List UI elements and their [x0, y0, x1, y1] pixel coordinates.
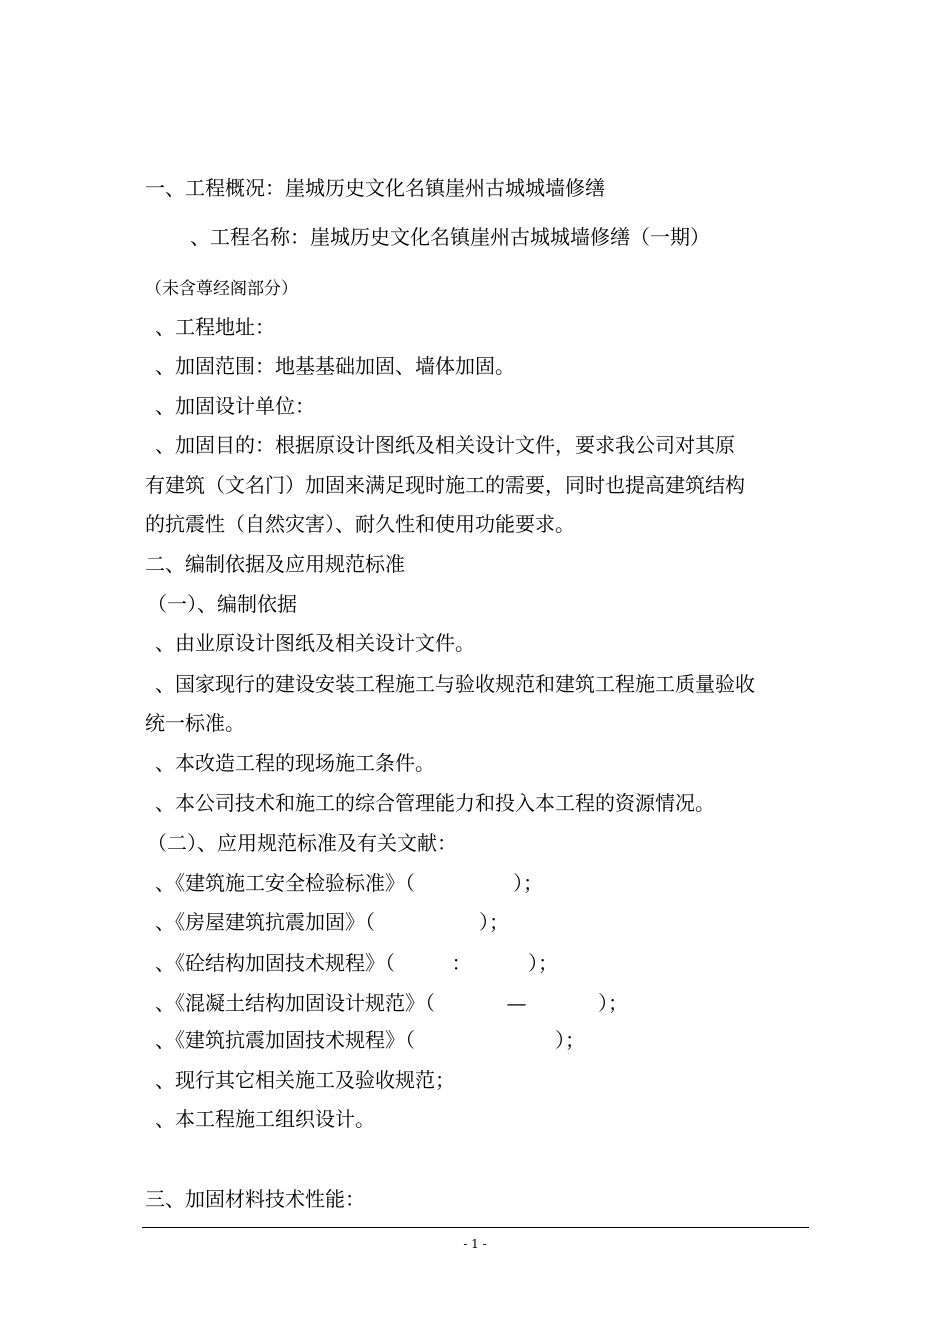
standard-item [155, 991, 825, 1015]
standard-item [155, 871, 825, 895]
standard-end: ）； [598, 991, 628, 1015]
footer-rule [142, 1227, 809, 1228]
subsection-standards: （二）、应用规范标准及有关文献： [147, 831, 457, 855]
section-2-heading: 二、编制依据及应用规范标准 [145, 552, 405, 576]
standard-title: 、《房屋建筑抗震加固》（ [155, 910, 375, 934]
purpose-line-3: 的抗震性（自然灾害）、耐久性和使用功能要求。 [145, 512, 575, 536]
purpose-line-1: 、加固目的：根据原设计图纸及相关设计文件，要求我公司对其原 [155, 433, 735, 457]
standard-item [155, 910, 825, 934]
subsection-basis: （一）、编制依据 [147, 592, 297, 616]
basis-item-2-line-2: 统一标准。 [145, 711, 245, 735]
design-unit: 、加固设计单位： [155, 394, 315, 418]
section-1-heading: 一、工程概况：崖城历史文化名镇崖州古城城墙修缮 [145, 176, 605, 200]
standard-title: 、《建筑施工安全检验标准》（ [155, 871, 415, 895]
purpose-line-2: 有建筑（文名门）加固来满足现时施工的需要，同时也提高建筑结构 [145, 473, 745, 497]
basis-item-3: 、本改造工程的现场施工条件。 [155, 751, 435, 775]
section-3-heading: 三、加固材料技术性能： [145, 1187, 365, 1211]
basis-item-4: 、本公司技术和施工的综合管理能力和投入本工程的资源情况。 [155, 791, 715, 815]
construction-org-design: 、本工程施工组织设计。 [155, 1107, 375, 1131]
project-name-note: （未含尊经阁部分） [145, 279, 298, 299]
standard-end: ）； [479, 910, 509, 934]
standard-end: ）； [555, 1028, 585, 1052]
standard-title: 、《砼结构加固技术规程》（ [155, 951, 395, 975]
reinforcement-scope: 、加固范围：地基基础加固、墙体加固。 [155, 354, 515, 378]
standard-end: ）； [528, 951, 558, 975]
project-address: 、工程地址： [155, 315, 275, 339]
page-number: - 1 - [463, 1237, 487, 1251]
standard-end: ）； [513, 871, 543, 895]
basis-item-2-line-1: 、国家现行的建设安装工程施工与验收规范和建筑工程施工质量验收 [155, 672, 755, 696]
standard-title: 、《混凝土结构加固设计规范》（ [155, 991, 435, 1015]
standard-code: — [506, 991, 527, 1015]
standard-title: 、《建筑抗震加固技术规程》（ [155, 1028, 415, 1052]
basis-item-1: 、由业原设计图纸及相关设计文件。 [155, 631, 475, 655]
standard-item [155, 1028, 825, 1052]
standard-code: ： [451, 951, 472, 975]
project-name: 、工程名称：崖城历史文化名镇崖州古城城墙修缮（一期） [190, 225, 710, 249]
other-specs: 、现行其它相关施工及验收规范； [155, 1068, 455, 1092]
standard-item [155, 951, 825, 975]
